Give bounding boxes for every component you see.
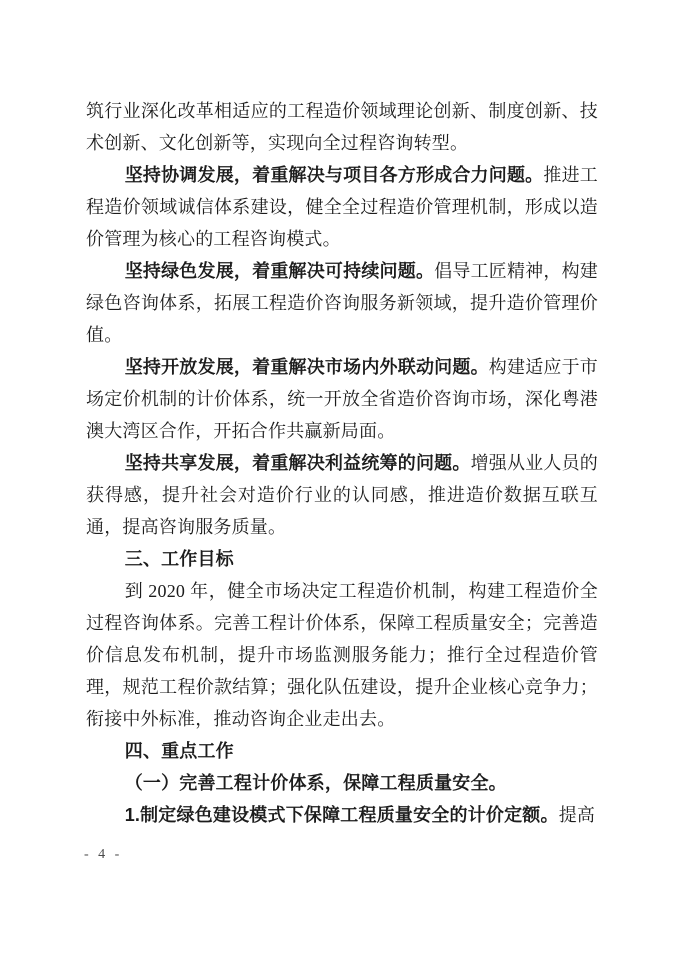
subsection-heading-text: （一）完善工程计价体系，保障工程质量安全。 (124, 773, 507, 793)
paragraph-text: 构建适应于市场定价机制的计价体系，统一开放全省造价咨询市场，深化粤港澳大湾区合作，开拓合作共赢新局面。 (86, 357, 599, 441)
section-heading-text: 三、工作目标 (124, 549, 234, 569)
paragraph-text: 推进工程造价领域诚信体系建设，健全全过程造价管理机制，形成以造价管理为核心的工程咨询模式。 (86, 165, 598, 249)
paragraph-text: 增强从业人员的获得感，提升社会对造价行业的认同感，推进造价数据互联互通，提高咨询服务质量。 (86, 453, 598, 537)
section-heading-text: 四、重点工作 (124, 741, 234, 761)
page-number: - 4 - (84, 847, 123, 862)
paragraph (86, 159, 598, 255)
paragraph (86, 447, 598, 543)
paragraph (86, 799, 598, 831)
paragraph (86, 95, 598, 159)
subsection-heading (86, 767, 598, 799)
paragraph-lead: 1.制定绿色建设模式下保障工程质量安全的计价定额。 (124, 805, 559, 825)
paragraph-text: 筑行业深化改革相适应的工程造价领域理论创新、制度创新、技术创新、文化创新等，实现向全过程咨询转型。 (86, 101, 598, 153)
paragraph-lead: 坚持开放发展，着重解决市场内外联动问题。 (124, 357, 489, 377)
paragraph-text: 倡导工匠精神，构建绿色咨询体系，拓展工程造价咨询服务新领域，提升造价管理价值。 (86, 261, 598, 345)
paragraph-text: 到 2020 年，健全市场决定工程造价机制，构建工程造价全过程咨询体系。完善工程计价体系，保障工程质量安全；完善造价信息发布机制，提升市场监测服务能力；推行全过程造价管理，规范工程价款结算；强化队伍建设，提升企业核心竞争力；衔接中外标准，推动咨询企业走出去。 (86, 581, 598, 729)
paragraph-lead: 坚持共享发展，着重解决利益统筹的问题。 (124, 453, 471, 473)
section-heading (86, 543, 598, 575)
paragraph (86, 351, 598, 447)
paragraph-text: 提高 (558, 805, 596, 825)
paragraph (86, 575, 598, 735)
document-body (86, 95, 598, 831)
section-heading (86, 735, 598, 767)
paragraph (86, 255, 598, 351)
paragraph-lead: 坚持协调发展，着重解决与项目各方形成合力问题。 (124, 165, 544, 185)
paragraph-lead: 坚持绿色发展，着重解决可持续问题。 (124, 261, 435, 281)
